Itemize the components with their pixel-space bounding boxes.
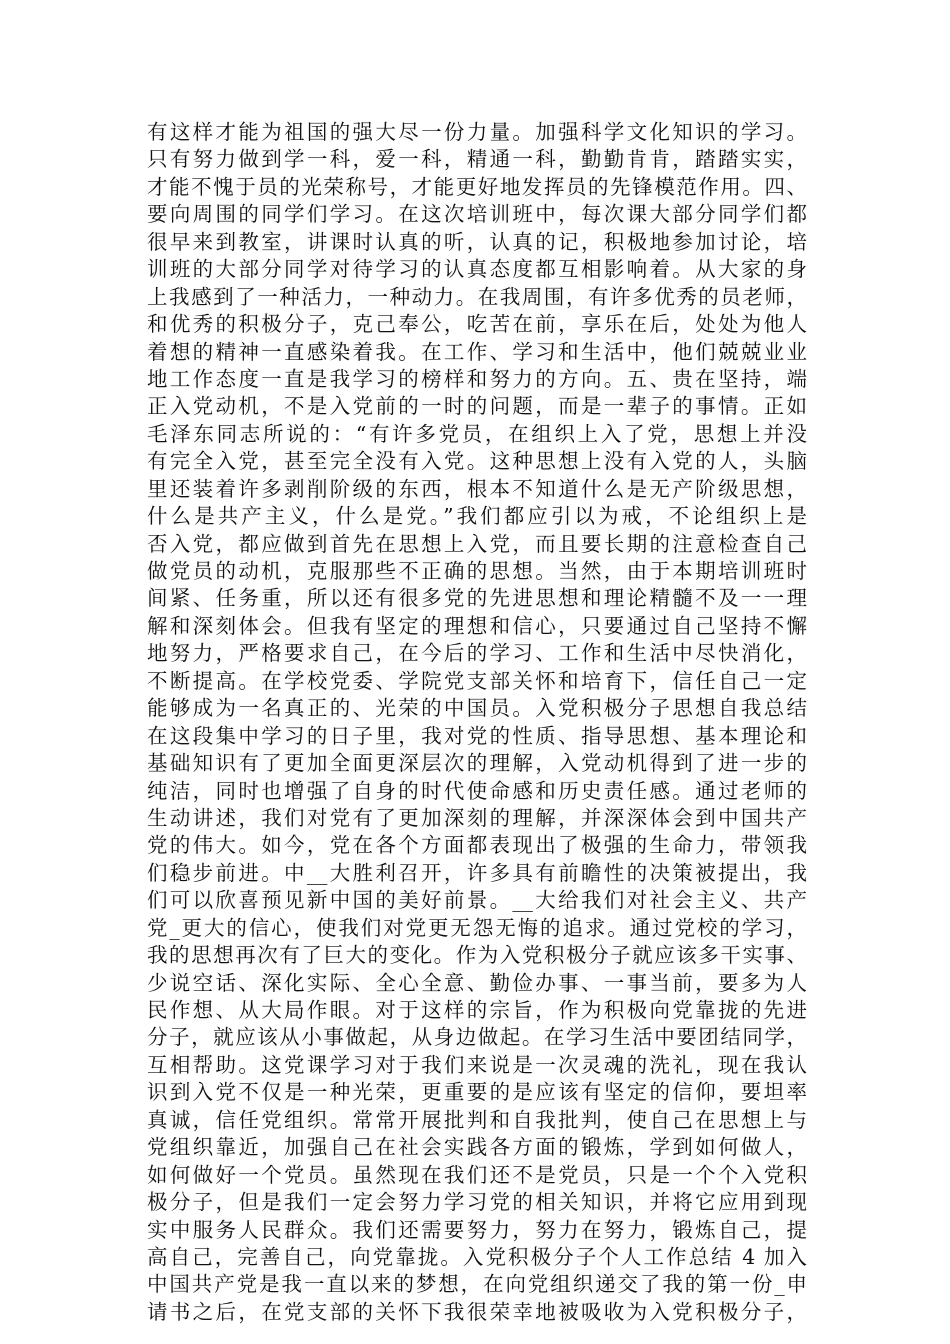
- text-line: 训班的大部分同学对待学习的认真态度都互相影响着。从大家的身: [147, 257, 807, 282]
- text-line: 很早来到教室，讲课时认真的听，认真的记，积极地参加讨论，培: [147, 229, 807, 254]
- text-line: 党组织靠近，加强自己在社会实践各方面的锻炼，学到如何做人，: [147, 1135, 807, 1160]
- text-line: 什么是共产主义，什么是党。”我们都应引以为戒，不论组织上是: [147, 504, 807, 529]
- text-line: 如何做好一个党员。虽然现在我们还不是党员，只是一个个入党积: [147, 1162, 807, 1187]
- text-line: 和优秀的积极分子，克己奉公，吃苦在前，享乐在后，处处为他人: [147, 312, 807, 337]
- body-text: [147, 119, 807, 1326]
- text-line: 正入党动机，不是入党前的一时的问题，而是一辈子的事情。正如: [147, 394, 807, 419]
- text-line: 党的伟大。如今，党在各个方面都表现出了极强的生命力，带领我: [147, 833, 807, 858]
- text-line: 真诚，信任党组织。常常开展批判和自我批判，使自己在思想上与: [147, 1107, 807, 1132]
- text-line: 要向周围的同学们学习。在这次培训班中，每次课大部分同学们都: [147, 202, 807, 227]
- text-line: 生动讲述，我们对党有了更加深刻的理解，并深深体会到中国共产: [147, 805, 807, 830]
- text-line: 里还装着许多剥削阶级的东西，根本不知道什么是无产阶级思想，: [147, 476, 807, 501]
- text-line: 基础知识有了更加全面更深层次的理解，入党动机得到了进一步的: [147, 751, 807, 776]
- text-line: 极分子，但是我们一定会努力学习党的相关知识，并将它应用到现: [147, 1190, 807, 1215]
- text-line: 请书之后，在党支部的关怀下我很荣幸地被吸收为入党积极分子，: [147, 1299, 807, 1324]
- text-line: 不断提高。在学校党委、学院党支部关怀和培育下，信任自己一定: [147, 668, 807, 693]
- text-line: 们可以欣喜预见新中国的美好前景。__大给我们对社会主义、共产: [147, 888, 807, 913]
- text-line: 上我感到了一种活力，一种动力。在我周围，有许多优秀的员老师，: [147, 284, 807, 309]
- text-line: 识到入党不仅是一种光荣，更重要的是应该有坚定的信仰，要坦率: [147, 1080, 807, 1105]
- text-line: 能够成为一名真正的、光荣的中国员。入党积极分子思想自我总结: [147, 696, 807, 721]
- text-line: 纯洁，同时也增强了自身的时代使命感和历史责任感。通过老师的: [147, 778, 807, 803]
- text-line: 才能不愧于员的光荣称号，才能更好地发挥员的先锋模范作用。四、: [147, 174, 807, 199]
- text-line: 地工作态度一直是我学习的榜样和努力的方向。五、贵在坚持，端: [147, 366, 807, 391]
- text-line: 间紧、任务重，所以还有很多党的先进思想和理论精髓不及一一理: [147, 586, 807, 611]
- text-line: 高自己，完善自己，向党靠拢。入党积极分子个人工作总结 4 加入: [147, 1244, 807, 1269]
- text-line: 少说空话、深化实际、全心全意、勤俭办事、一事当前，要多为人: [147, 970, 807, 995]
- text-line: 民作想、从大局作眼。对于这样的宗旨，作为积极向党靠拢的先进: [147, 998, 807, 1022]
- text-line: 否入党，都应做到首先在思想上入党，而且要长期的注意检查自己: [147, 531, 807, 556]
- text-line: 着想的精神一直感染着我。在工作、学习和生活中，他们兢兢业业: [147, 339, 807, 364]
- text-line: 做党员的动机，克服那些不正确的思想。当然，由于本期培训班时: [147, 559, 807, 583]
- text-line: 地努力，严格要求自己，在今后的学习、工作和生活中尽快消化，: [147, 641, 807, 666]
- text-line: 中国共产党是我一直以来的梦想，在向党组织递交了我的第一份_申: [147, 1272, 807, 1297]
- text-line: 我的思想再次有了巨大的变化。作为入党积极分子就应该多干实事、: [147, 943, 807, 968]
- text-line: 们稳步前进。中__大胜利召开，许多具有前瞻性的决策被提出，我: [147, 860, 807, 885]
- text-line: 只有努力做到学一科，爱一科，精通一科，勤勤肯肯，踏踏实实，: [147, 147, 807, 172]
- text-line: 分子，就应该从小事做起，从身边做起。在学习生活中要团结同学，: [147, 1025, 807, 1050]
- text-line: 有完全入党，甚至完全没有入党。这种思想上没有入党的人，头脑: [147, 449, 807, 474]
- text-line: 实中服务人民群众。我们还需要努力，努力在努力，锻炼自己，提: [147, 1217, 807, 1242]
- text-line: 解和深刻体会。但我有坚定的理想和信心，只要通过自己坚持不懈: [147, 613, 807, 638]
- text-line: 有这样才能为祖国的强大尽一份力量。加强科学文化知识的学习。: [147, 120, 807, 144]
- text-line: 党_更大的信心，使我们对党更无怨无悔的追求。通过党校的学习，: [147, 915, 807, 940]
- text-line: 在这段集中学习的日子里，我对党的性质、指导思想、基本理论和: [147, 723, 807, 748]
- text-line: 毛泽东同志所说的：“有许多党员，在组织上入了党，思想上并没: [147, 421, 807, 446]
- text-line: 互相帮助。这党课学习对于我们来说是一次灵魂的洗礼，现在我认: [147, 1052, 807, 1077]
